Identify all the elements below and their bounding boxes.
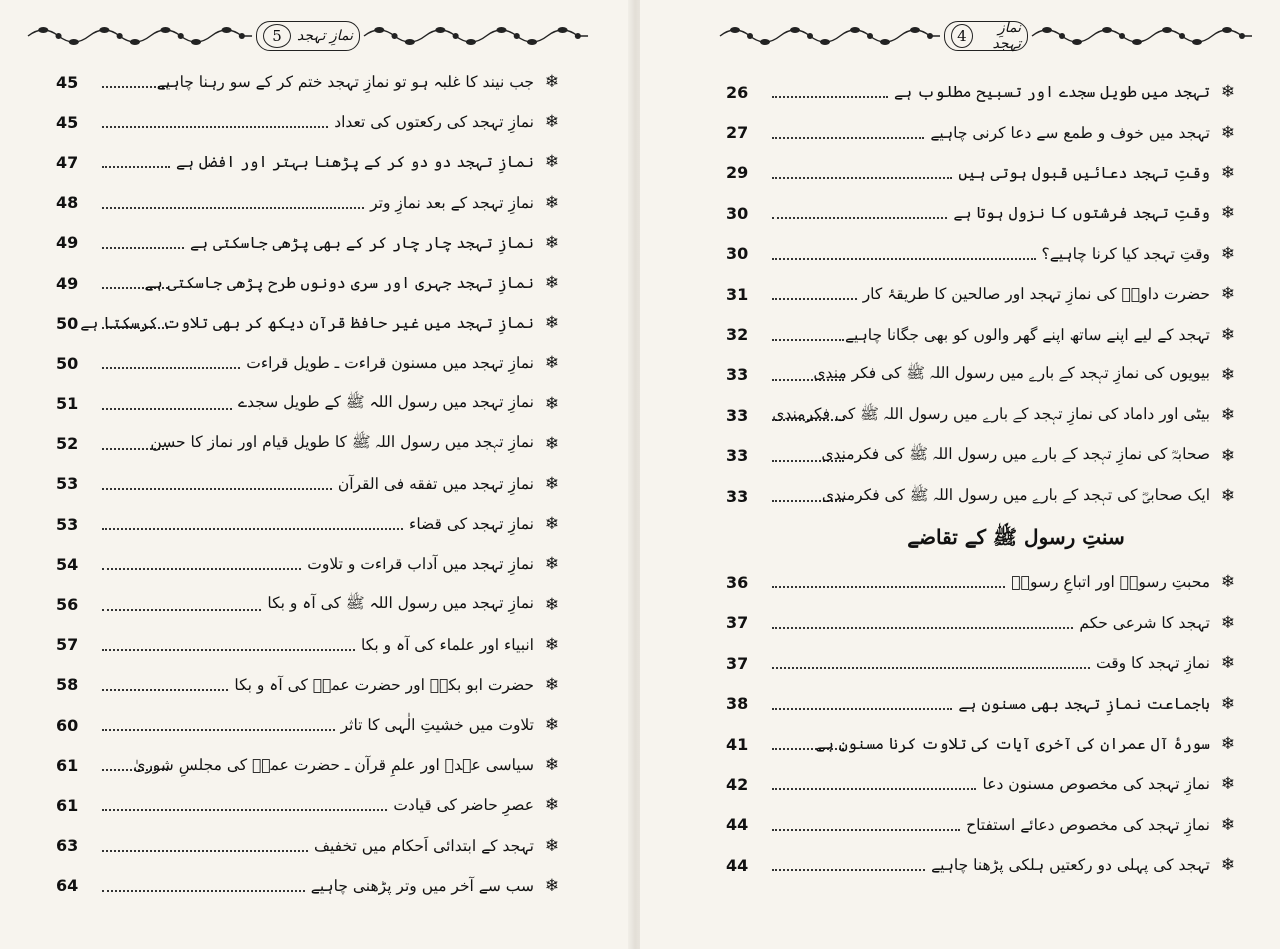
left-page [0, 0, 632, 949]
dot-leader [102, 367, 240, 369]
snowflake-icon: ❄ [544, 554, 560, 575]
snowflake-icon: ❄ [544, 192, 560, 213]
snowflake-icon: ❄ [544, 393, 560, 414]
entry-title: حضرت ابو بکرؓ اور حضرت عمرؓ کی آہ و بکا [234, 675, 534, 694]
entry-page-number: 45 [56, 112, 79, 132]
entry-page-number: 33 [726, 486, 749, 506]
dot-leader [102, 850, 308, 852]
entry-title: بیٹی اور داماد کی نمازِ تہجد کے بارے میں رسول اللہ ﷺ کی فکرمندی [772, 404, 1210, 423]
running-head: نمازِ تہجد [992, 20, 1021, 52]
toc-entry [726, 112, 1246, 152]
entry-page-number: 51 [56, 394, 79, 414]
snowflake-icon: ❄ [1220, 203, 1236, 224]
snowflake-icon: ❄ [544, 473, 560, 494]
floral-vine-ornament [720, 21, 940, 51]
entry-title: وقتِ تہجد دعائیں قبول ہوتی ہیں [958, 163, 1210, 182]
toc-entry [726, 724, 1246, 764]
snowflake-icon: ❄ [544, 353, 560, 374]
entry-page-number: 48 [56, 193, 79, 213]
entry-title: عصرِ حاضر کی قیادت [393, 796, 534, 815]
entry-title: نمازِ تہجد میں رسول اللہ ﷺ کا طویل قیام اور نماز کا حسن [150, 433, 534, 452]
dot-leader [772, 258, 1036, 260]
entry-title: تہجد کے لیے اپنے ساتھ اپنے گھر والوں کو بھی جگانا چاہیے [844, 325, 1210, 344]
entry-title: باجماعت نمازِ تہجد بھی مسنون ہے [958, 694, 1210, 713]
dot-leader [102, 126, 328, 128]
dot-leader [102, 568, 301, 570]
floral-vine-ornament [28, 21, 252, 51]
snowflake-icon: ❄ [544, 674, 560, 695]
entry-page-number: 33 [726, 365, 749, 385]
toc-entry [726, 805, 1246, 845]
entry-page-number: 53 [56, 474, 79, 494]
snowflake-icon: ❄ [1220, 445, 1236, 466]
dot-leader [772, 137, 924, 139]
floral-vine-ornament [1032, 21, 1252, 51]
entry-title: سورۂ آل عمران کی آخری آیات کی تلاوت کرنا مسنون ہے [815, 735, 1210, 754]
entry-title: نمازِ تہجد میں رسول اللہ ﷺ کی آہ و بکا [267, 594, 534, 613]
page-cartouche [944, 21, 1028, 51]
snowflake-icon: ❄ [1220, 693, 1236, 714]
entry-title: نمازِ تہجد کا وقت [1095, 654, 1210, 673]
entry-title: نمازِ تہجد کی رکعتوں کی تعداد [334, 113, 534, 132]
entry-page-number: 60 [56, 715, 79, 735]
dot-leader [102, 207, 364, 209]
snowflake-icon: ❄ [1220, 122, 1236, 143]
dot-leader [772, 96, 888, 98]
snowflake-icon: ❄ [544, 715, 560, 736]
dot-leader [102, 488, 332, 490]
toc-entry [726, 395, 1246, 435]
toc-entry [726, 193, 1246, 233]
snowflake-icon: ❄ [1220, 653, 1236, 674]
snowflake-icon: ❄ [544, 875, 560, 896]
right-page [640, 0, 1280, 949]
toc-entry [56, 263, 570, 303]
toc-entry [726, 845, 1246, 885]
entry-page-number: 50 [56, 313, 79, 333]
dot-leader [102, 247, 184, 249]
entry-page-number: 54 [56, 554, 79, 574]
entry-title: نمازِ تہجد میں رسول اللہ ﷺ کے طویل سجدے [238, 393, 534, 412]
snowflake-icon: ❄ [544, 313, 560, 334]
toc-entry [726, 603, 1246, 643]
dot-leader [772, 339, 844, 341]
toc-list [56, 62, 570, 906]
entry-page-number: 41 [726, 734, 749, 754]
entry-title: نمازِ تہجد کی مخصوص مسنون دعا [982, 775, 1210, 794]
entry-title: تہجد میں طویل سجدے اور تسبیح مطلوب ہے [893, 83, 1210, 102]
entry-page-number: 31 [726, 284, 749, 304]
entry-page-number: 57 [56, 635, 79, 655]
toc-entry [56, 866, 570, 906]
entry-page-number: 29 [726, 163, 749, 183]
entry-page-number: 33 [726, 405, 749, 425]
toc-entry [56, 504, 570, 544]
dot-leader [102, 689, 228, 691]
dot-leader [102, 729, 335, 731]
entry-page-number: 56 [56, 595, 79, 615]
entry-page-number: 64 [56, 876, 79, 896]
entry-page-number: 58 [56, 675, 79, 695]
toc-entry [56, 424, 570, 464]
entry-page-number: 32 [726, 325, 749, 345]
toc-entry [726, 436, 1246, 476]
entry-title: تہجد کی پہلی دو رکعتیں ہلکی پڑھنا چاہیے [931, 856, 1210, 875]
toc-entry [56, 665, 570, 705]
snowflake-icon: ❄ [1220, 486, 1236, 507]
snowflake-icon: ❄ [544, 755, 560, 776]
page-header [28, 14, 588, 58]
entry-page-number: 63 [56, 836, 79, 856]
snowflake-icon: ❄ [544, 433, 560, 454]
entry-page-number: 61 [56, 795, 79, 815]
toc-entry [726, 274, 1246, 314]
dot-leader [102, 890, 305, 892]
snowflake-icon: ❄ [544, 72, 560, 93]
snowflake-icon: ❄ [1220, 162, 1236, 183]
entry-page-number: 52 [56, 434, 79, 454]
entry-title: ایک صحابیؓ کی تہجد کے بارے میں رسول اللہ ﷺ کی فکرمندی [821, 485, 1210, 504]
entry-title: نمازِ تہجد جہری اور سری دونوں طرح پڑھی جاسکتی ہے [144, 274, 534, 293]
dot-leader [102, 166, 170, 168]
entry-page-number: 47 [56, 152, 79, 172]
dot-leader [102, 528, 403, 530]
toc-entry [726, 72, 1246, 112]
entry-page-number: 50 [56, 353, 79, 373]
toc-entry [56, 826, 570, 866]
toc-entry [726, 643, 1246, 683]
entry-title: تہجد میں خوف و طمع سے دعا کرنی چاہیے [930, 123, 1210, 142]
entry-title: نمازِ تہجد کی قضاء [409, 515, 534, 534]
entry-title: محبتِ رسولؐ اور اتباعِ رسولؐ [1011, 573, 1210, 592]
dot-leader [772, 869, 925, 871]
entry-page-number: 37 [726, 613, 749, 633]
dot-leader [772, 298, 857, 300]
entry-page-number: 26 [726, 82, 749, 102]
entry-page-number: 49 [56, 273, 79, 293]
snowflake-icon: ❄ [1220, 734, 1236, 755]
entry-title: تلاوت میں خشیتِ الٰہی کا تاثر [340, 716, 534, 735]
entry-title: جب نیند کا غلبہ ہو تو نمازِ تہجد ختم کر کے سو رہنا چاہیے [156, 73, 534, 92]
toc-entry [56, 62, 570, 102]
toc-entry [726, 234, 1246, 274]
snowflake-icon: ❄ [1220, 572, 1236, 593]
entry-page-number: 37 [726, 653, 749, 673]
entry-page-number: 44 [726, 815, 749, 835]
toc-entry [726, 764, 1246, 804]
entry-page-number: 27 [726, 123, 749, 143]
entry-page-number: 53 [56, 514, 79, 534]
toc-entry [56, 745, 570, 785]
entry-page-number: 45 [56, 72, 79, 92]
entry-page-number: 36 [726, 572, 749, 592]
entry-title: نمازِ تہجد میں آداب قراءت و تلاوت [307, 555, 534, 574]
entry-title: صحابہؓ کی نمازِ تہجد کے بارے میں رسول اللہ ﷺ کی فکرمندی [821, 445, 1210, 464]
snowflake-icon: ❄ [544, 112, 560, 133]
entry-title: وقتِ تہجد فرشتوں کا نزول ہوتا ہے [953, 204, 1210, 223]
toc-entry [56, 464, 570, 504]
entry-page-number: 38 [726, 694, 749, 714]
entry-title: نمازِ تہجد میں غیر حافظ قرآن دیکھ کر بھی تلاوت کرسکتا ہے [80, 314, 534, 333]
entry-title: تہجد کا شرعی حکم [1079, 613, 1210, 632]
entry-title: نمازِ تہجد میں تفقه فی القرآن [337, 474, 534, 493]
snowflake-icon: ❄ [1220, 405, 1236, 426]
dot-leader [772, 829, 960, 831]
snowflake-icon: ❄ [1220, 364, 1236, 385]
snowflake-icon: ❄ [1220, 774, 1236, 795]
entry-page-number: 49 [56, 233, 79, 253]
toc-entry [726, 153, 1246, 193]
entry-title: نمازِ تہجد کے بعد نمازِ وتر [370, 193, 534, 212]
dot-leader [772, 217, 947, 219]
entry-page-number: 30 [726, 244, 749, 264]
dot-leader [102, 809, 387, 811]
snowflake-icon: ❄ [1220, 855, 1236, 876]
entry-title: بیویوں کی نمازِ تہجد کے بارے میں رسول اللہ ﷺ کی فکر مندی [813, 364, 1210, 383]
floral-vine-ornament [364, 21, 588, 51]
toc-entry [56, 785, 570, 825]
entry-page-number: 44 [726, 855, 749, 875]
entry-title: نمازِ تہجد چار چار کر کے بھی پڑھی جاسکتی ہے [189, 233, 534, 252]
toc-list [726, 72, 1246, 885]
entry-title: حضرت داودؑ کی نمازِ تہجد اور صالحین کا طریقۂ کار [862, 285, 1210, 304]
entry-page-number: 33 [726, 446, 749, 466]
toc-entry [56, 584, 570, 624]
toc-entry [726, 476, 1246, 516]
entry-title: نمازِ تہجد میں مسنون قراءت ـ طویل قراءت [246, 354, 534, 373]
toc-entry [56, 544, 570, 584]
toc-entry [56, 102, 570, 142]
dot-leader [102, 408, 232, 410]
snowflake-icon: ❄ [1220, 82, 1236, 103]
snowflake-icon: ❄ [544, 795, 560, 816]
snowflake-icon: ❄ [1220, 324, 1236, 345]
snowflake-icon: ❄ [544, 594, 560, 615]
snowflake-icon: ❄ [544, 273, 560, 294]
snowflake-icon: ❄ [544, 835, 560, 856]
snowflake-icon: ❄ [544, 232, 560, 253]
section-heading: سنتِ رسول ﷺ کے تقاضے [907, 524, 1125, 549]
running-head: نمازِ تہجد [297, 28, 353, 44]
dot-leader [772, 586, 1005, 588]
dot-leader [772, 708, 952, 710]
toc-entry [726, 562, 1246, 602]
dot-leader [102, 649, 355, 651]
toc-entry [56, 384, 570, 424]
snowflake-icon: ❄ [544, 514, 560, 535]
dot-leader [772, 177, 952, 179]
toc-entry [726, 683, 1246, 723]
dot-leader [102, 609, 261, 611]
snowflake-icon: ❄ [1220, 284, 1236, 305]
entry-title: سیاسی عہدے اور علمِ قرآن ـ حضرت عمرؓ کی مجلسِ شوریٰ [133, 756, 534, 775]
toc-entry [56, 705, 570, 745]
entry-title: سب سے آخر میں وتر پڑھنی چاہیے [310, 876, 534, 895]
toc-entry [726, 314, 1246, 354]
snowflake-icon: ❄ [1220, 814, 1236, 835]
entry-title: وقتِ تہجد کیا کرنا چاہیے؟ [1041, 244, 1210, 263]
snowflake-icon: ❄ [1220, 612, 1236, 633]
page-number: 5 [263, 24, 291, 48]
snowflake-icon: ❄ [1220, 243, 1236, 264]
toc-entry [726, 355, 1246, 395]
snowflake-icon: ❄ [544, 634, 560, 655]
toc-entry [56, 343, 570, 383]
entry-page-number: 30 [726, 203, 749, 223]
dot-leader [772, 627, 1073, 629]
toc-entry [56, 142, 570, 182]
page-number: 4 [951, 24, 973, 48]
entry-title: نمازِ تہجد کی مخصوص دعائے استفتاح [966, 815, 1210, 834]
entry-title: انبیاء اور علماء کی آہ و بکا [361, 635, 534, 654]
entry-page-number: 42 [726, 774, 749, 794]
toc-entry [56, 625, 570, 665]
toc-entry [56, 303, 570, 343]
page-cartouche [256, 21, 360, 51]
entry-page-number: 61 [56, 755, 79, 775]
dot-leader [772, 667, 1090, 669]
toc-entry [56, 183, 570, 223]
toc-entry [56, 223, 570, 263]
snowflake-icon: ❄ [544, 152, 560, 173]
dot-leader [772, 788, 976, 790]
page-header [720, 14, 1252, 58]
entry-title: نمازِ تہجد دو دو کر کے پڑھنا بہتر اور افضل ہے [175, 153, 534, 172]
entry-title: تہجد کے ابتدائی اَحکام میں تخفیف [313, 836, 534, 855]
